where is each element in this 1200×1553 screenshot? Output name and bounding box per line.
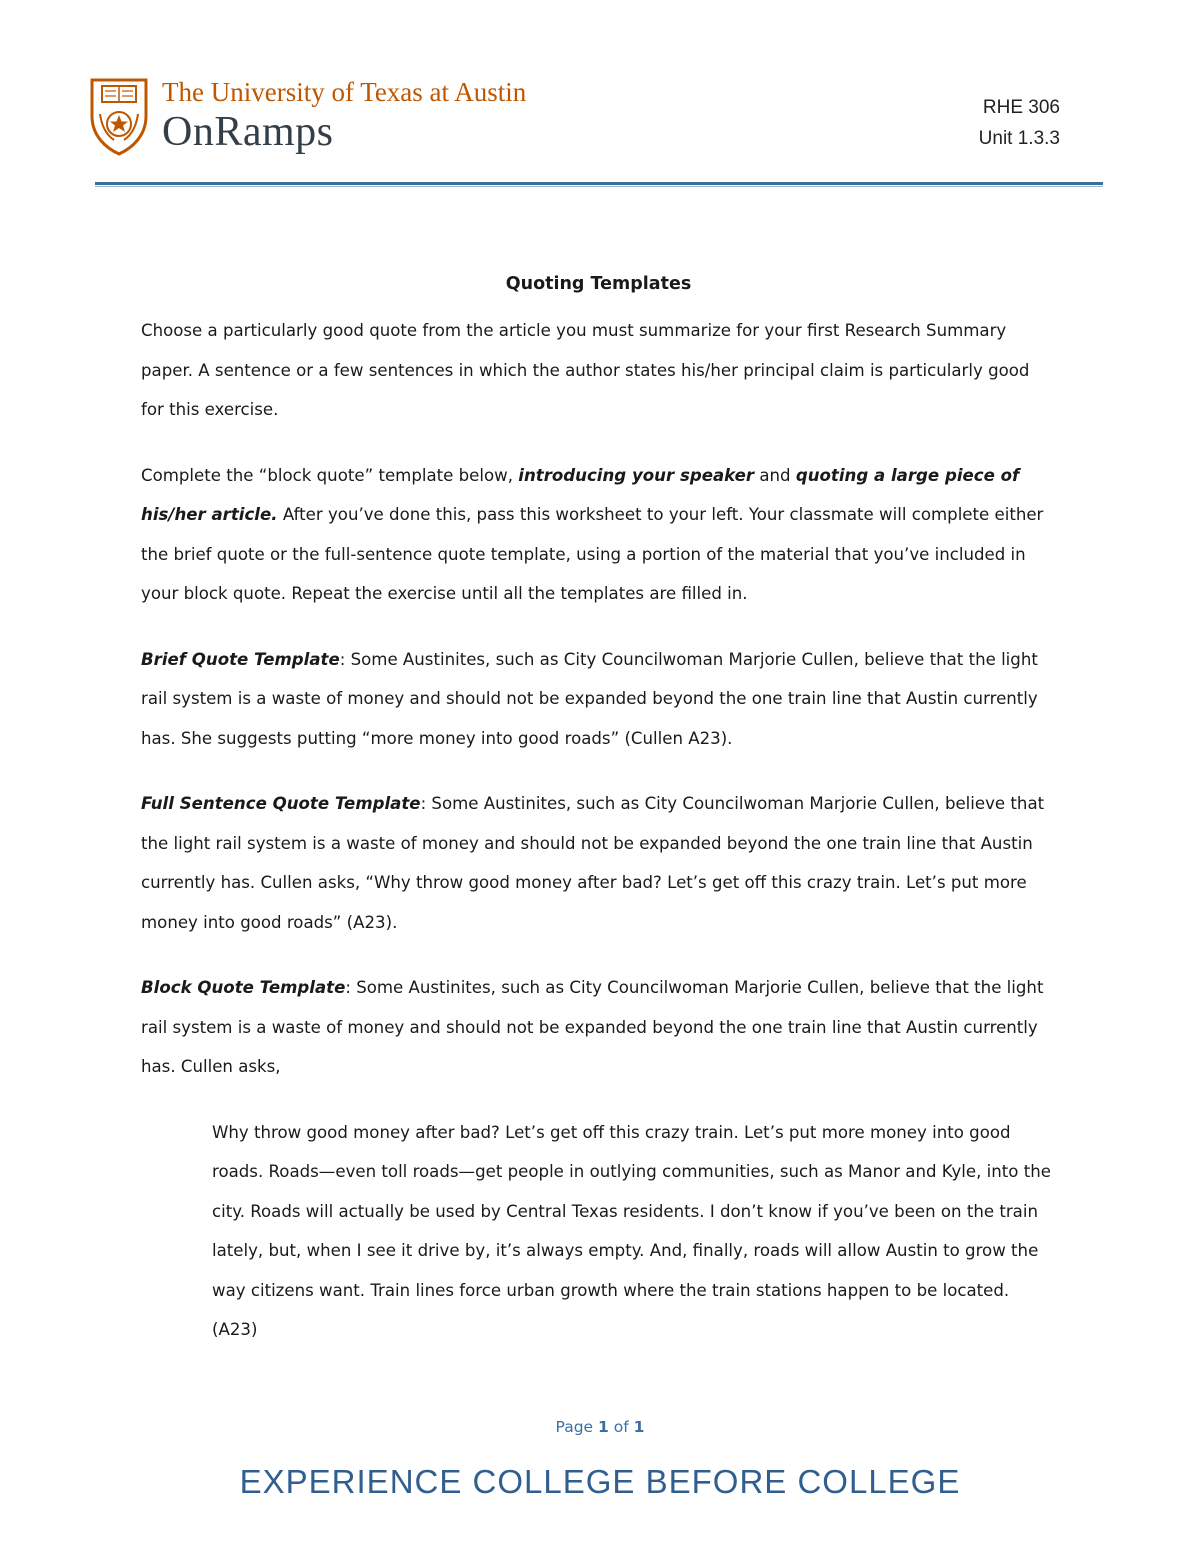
unit-label: Unit 1.3.3 [978,128,1060,149]
brief-quote-label: Brief Quote Template [141,649,340,669]
document-body [141,268,1056,1376]
university-name: The University of Texas at Austin [162,77,527,107]
instructions-paragraph [141,456,1056,614]
instructions-and: and [759,465,791,485]
header-divider [95,182,1103,185]
block-quote-paragraph [141,968,1056,1087]
program-name: OnRamps [162,109,334,155]
instructions-before: Complete the “block quote” template below, [141,465,513,485]
of-word: of [613,1418,629,1436]
intro-paragraph: Choose a particularly good quote from the article you must summarize for your first Research Summary paper. A sentence or a few sentences in which the author states his/her principal claim is particularly good for this exercise. [141,321,1030,419]
page-current: 1 [598,1418,609,1436]
block-quote-body: Why throw good money after bad? Let’s get off this crazy train. Let’s put more money into good roads. Roads—even toll roads—get people in outlying communities, such as Manor and Kyle, into the city. Roads will actually be used by Central Texas residents. I don’t know if you’ve been on the train lately, but, when I see it drive by, it’s always empty. And, finally, roads will allow Austin to grow the way citizens want. Train lines force urban growth where the train stations happen to be located. (A23) [212,1122,1051,1339]
ut-onramps-logo [88,76,526,158]
instructions-after: After you’ve done this, pass this worksheet to your left. Your classmate will complete either the brief quote or the full-sentence quote template, using a portion of the material that you’ve included in your block quote. Repeat the exercise until all the templates are filled in. [141,505,1044,603]
course-code: RHE 306 [982,97,1060,118]
instructions-emphasis-2: quoting a large piece of his/her article. [141,465,1020,524]
full-quote-text: : Some Austinites, such as City Councilwoman Marjorie Cullen, believe that the light rail system is a waste of money and should not be expanded beyond the one train line that Austin currently has. Cullen asks, “Why throw good money after bad? Let’s get off this crazy train. Let’s put more money into good roads” (A23). [141,794,1045,932]
instructions-emphasis-1: introducing your speaker [518,465,755,485]
header-divider-shadow [95,186,1103,187]
brief-quote-paragraph [141,640,1056,759]
ut-shield-icon [88,76,150,158]
block-quote-label: Block Quote Template [141,978,346,997]
full-quote-paragraph [141,784,1056,942]
page-title: Quoting Templates [505,274,692,294]
full-quote-label: Full Sentence Quote Template [141,794,421,813]
page-number [0,1418,1200,1436]
footer-tagline: EXPERIENCE COLLEGE BEFORE COLLEGE [239,1463,961,1500]
page-total: 1 [633,1418,645,1436]
page-word: Page [555,1418,594,1436]
brief-quote-text: : Some Austinites, such as City Councilwoman Marjorie Cullen, believe that the light rail system is a waste of money and should not be expanded beyond the one train line that Austin currently has. She suggests putting “more money into good roads” (Cullen A23). [141,649,1038,748]
course-info [979,92,1060,154]
block-quote-text: : Some Austinites, such as City Councilwoman Marjorie Cullen, believe that the light rail system is a waste of money and should not be expanded beyond the one train line that Austin currently has. Cullen asks, [141,978,1044,1076]
